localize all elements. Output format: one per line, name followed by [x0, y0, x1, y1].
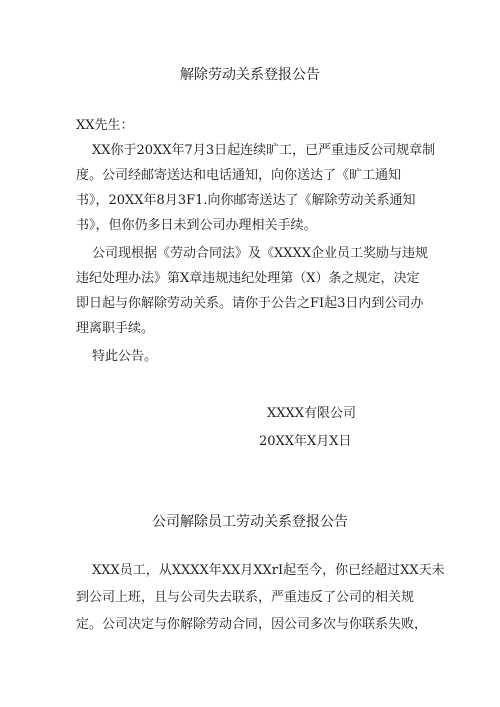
- notice-date: 20XX年X月X日: [259, 434, 352, 449]
- paragraph-line: XX你于20XX年7月3日起连续旷工，已严重违反公司规章制: [92, 143, 436, 158]
- notice-title: 公司解除员工劳动关系登报公告: [152, 514, 348, 530]
- notice-title: 解除劳动关系登报公告: [180, 67, 320, 83]
- paragraph-line: 书》，20XX年8月3F1.向你邮寄送达了《解除劳动关系通知: [76, 193, 416, 208]
- paragraph-line: 书》，但你仍多日未到公司办理相关手续。: [76, 218, 317, 233]
- paragraph-line: 理离职手续。: [76, 321, 155, 336]
- salutation: XX先生：: [76, 118, 134, 133]
- paragraph-line: 即日起与你解除劳动关系。请你于公告之FI起3日内到公司办: [76, 296, 424, 311]
- paragraph-line: 违纪处理办法》第X章违规违纪处理第（X）条之规定，决定: [76, 271, 420, 286]
- company-name: XXXX有限公司: [267, 406, 357, 421]
- paragraph-line: 公司现根据《劳动合同法》及《XXXX企业员工奖励与违规: [92, 246, 429, 261]
- closing-line: 特此公告。: [92, 349, 158, 364]
- paragraph-line: 到公司上班，且与公司失去联系，严重违反了公司的相关规: [76, 590, 415, 605]
- paragraph-line: XXX员工，从XXXX年XX月XXrI起至今，你已经超过XX天未: [92, 563, 445, 578]
- paragraph-line: 定。公司决定与你解除劳动合同，因公司多次与你联系失败，: [76, 617, 428, 632]
- paragraph-line: 度。公司经邮寄送达和电话通知，向你送达了《旷工通知: [76, 168, 402, 183]
